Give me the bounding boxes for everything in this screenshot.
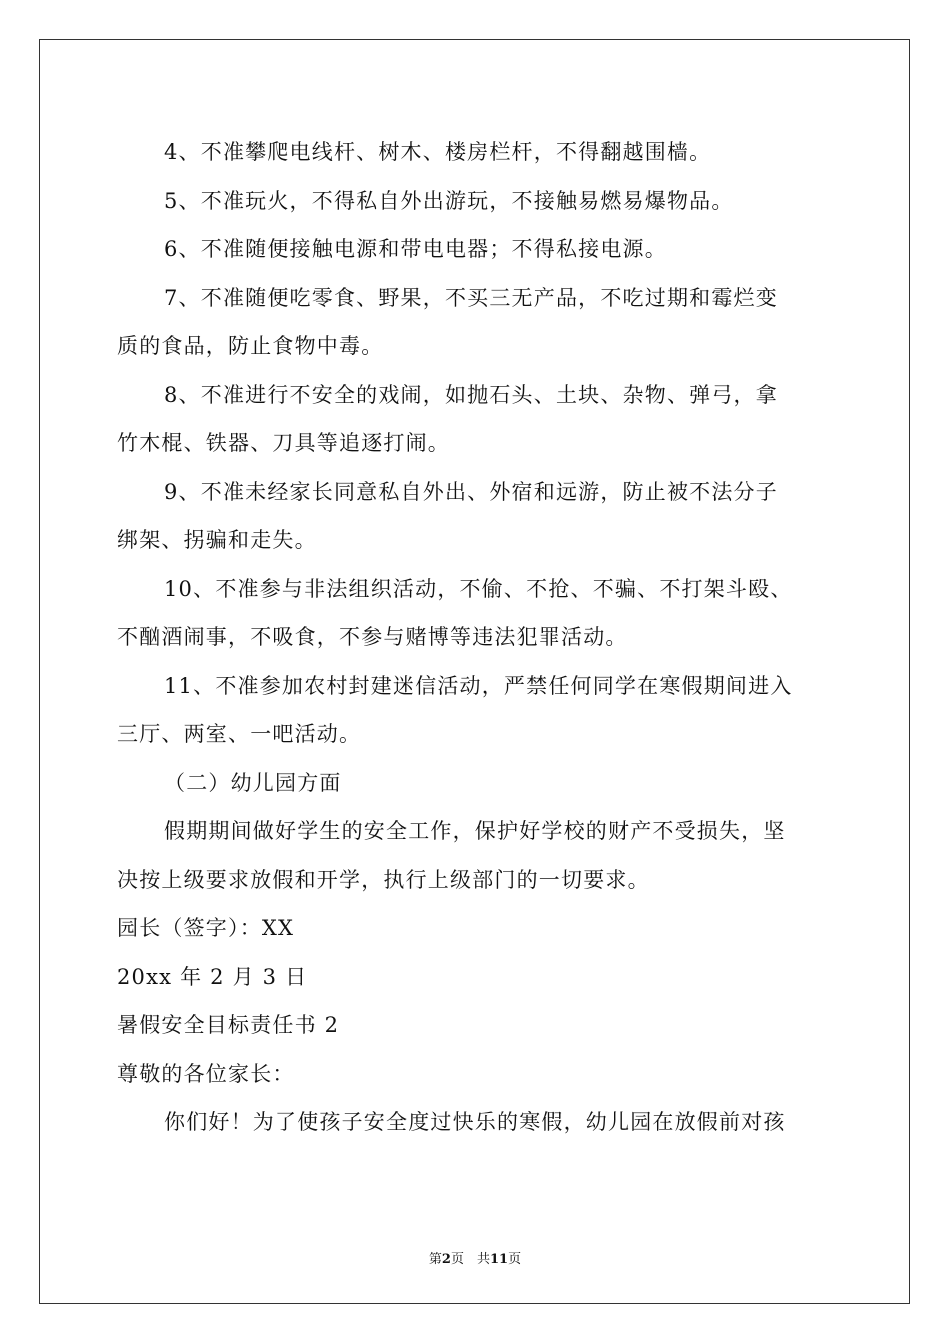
paragraph-line: 三厅、两室、一吧活动。 — [117, 722, 362, 746]
paragraph-line: 8、不准进行不安全的戏闹，如抛石头、土块、杂物、弹弓，拿 — [164, 382, 778, 407]
footer-mid: 页 共 — [450, 1252, 490, 1267]
paragraph-line: 9、不准未经家长同意私自外出、外宿和远游，防止被不法分子 — [164, 479, 778, 504]
paragraph-line: 质的食品，防止食物中毒。 — [117, 334, 384, 358]
document-title: 暑假安全目标责任书 2 — [117, 1013, 340, 1037]
footer-suffix: 页 — [508, 1252, 522, 1267]
signature-line: 园长（签字）：XX — [117, 916, 295, 940]
document-body — [117, 128, 835, 1147]
salutation: 尊敬的各位家长： — [117, 1061, 295, 1086]
paragraph-line: 你们好！为了使孩子安全度过快乐的寒假，幼儿园在放假前对孩 — [164, 1110, 786, 1134]
section-heading: （二）幼儿园方面 — [164, 770, 342, 795]
total-pages: 11 — [489, 1252, 509, 1267]
footer-prefix: 第 — [428, 1252, 442, 1267]
page-footer — [0, 1248, 950, 1267]
paragraph-line: 6、不准随便接触电源和带电电器；不得私接电源。 — [164, 237, 667, 261]
paragraph-line: 绑架、拐骗和走失。 — [117, 528, 317, 552]
paragraph-line: 4、不准攀爬电线杆、树木、楼房栏杆，不得翻越围樯。 — [164, 140, 712, 164]
paragraph-line: 11、不准参加农村封建迷信活动，严禁任何同学在寒假期间进入 — [164, 673, 793, 698]
paragraph-line: 不酗酒闹事，不吸食，不参与赌博等违法犯罪活动。 — [117, 625, 628, 649]
paragraph-line: 假期期间做好学生的安全工作，保护好学校的财产不受损失，坚 — [164, 819, 786, 843]
paragraph-line: 7、不准随便吃零食、野果，不买三无产品，不吃过期和霉烂变 — [164, 285, 778, 310]
paragraph-line: 竹木棍、铁器、刀具等追逐打闹。 — [117, 431, 450, 455]
date-line: 20xx 年 2 月 3 日 — [117, 964, 308, 989]
current-page-number: 2 — [441, 1252, 451, 1267]
paragraph-line: 决按上级要求放假和开学，执行上级部门的一切要求。 — [117, 867, 650, 892]
paragraph-line: 10、不准参与非法组织活动，不偷、不抢、不骗、不打架斗殴、 — [164, 576, 793, 601]
paragraph-line: 5、不准玩火，不得私自外出游玩，不接触易燃易爆物品。 — [164, 188, 734, 213]
